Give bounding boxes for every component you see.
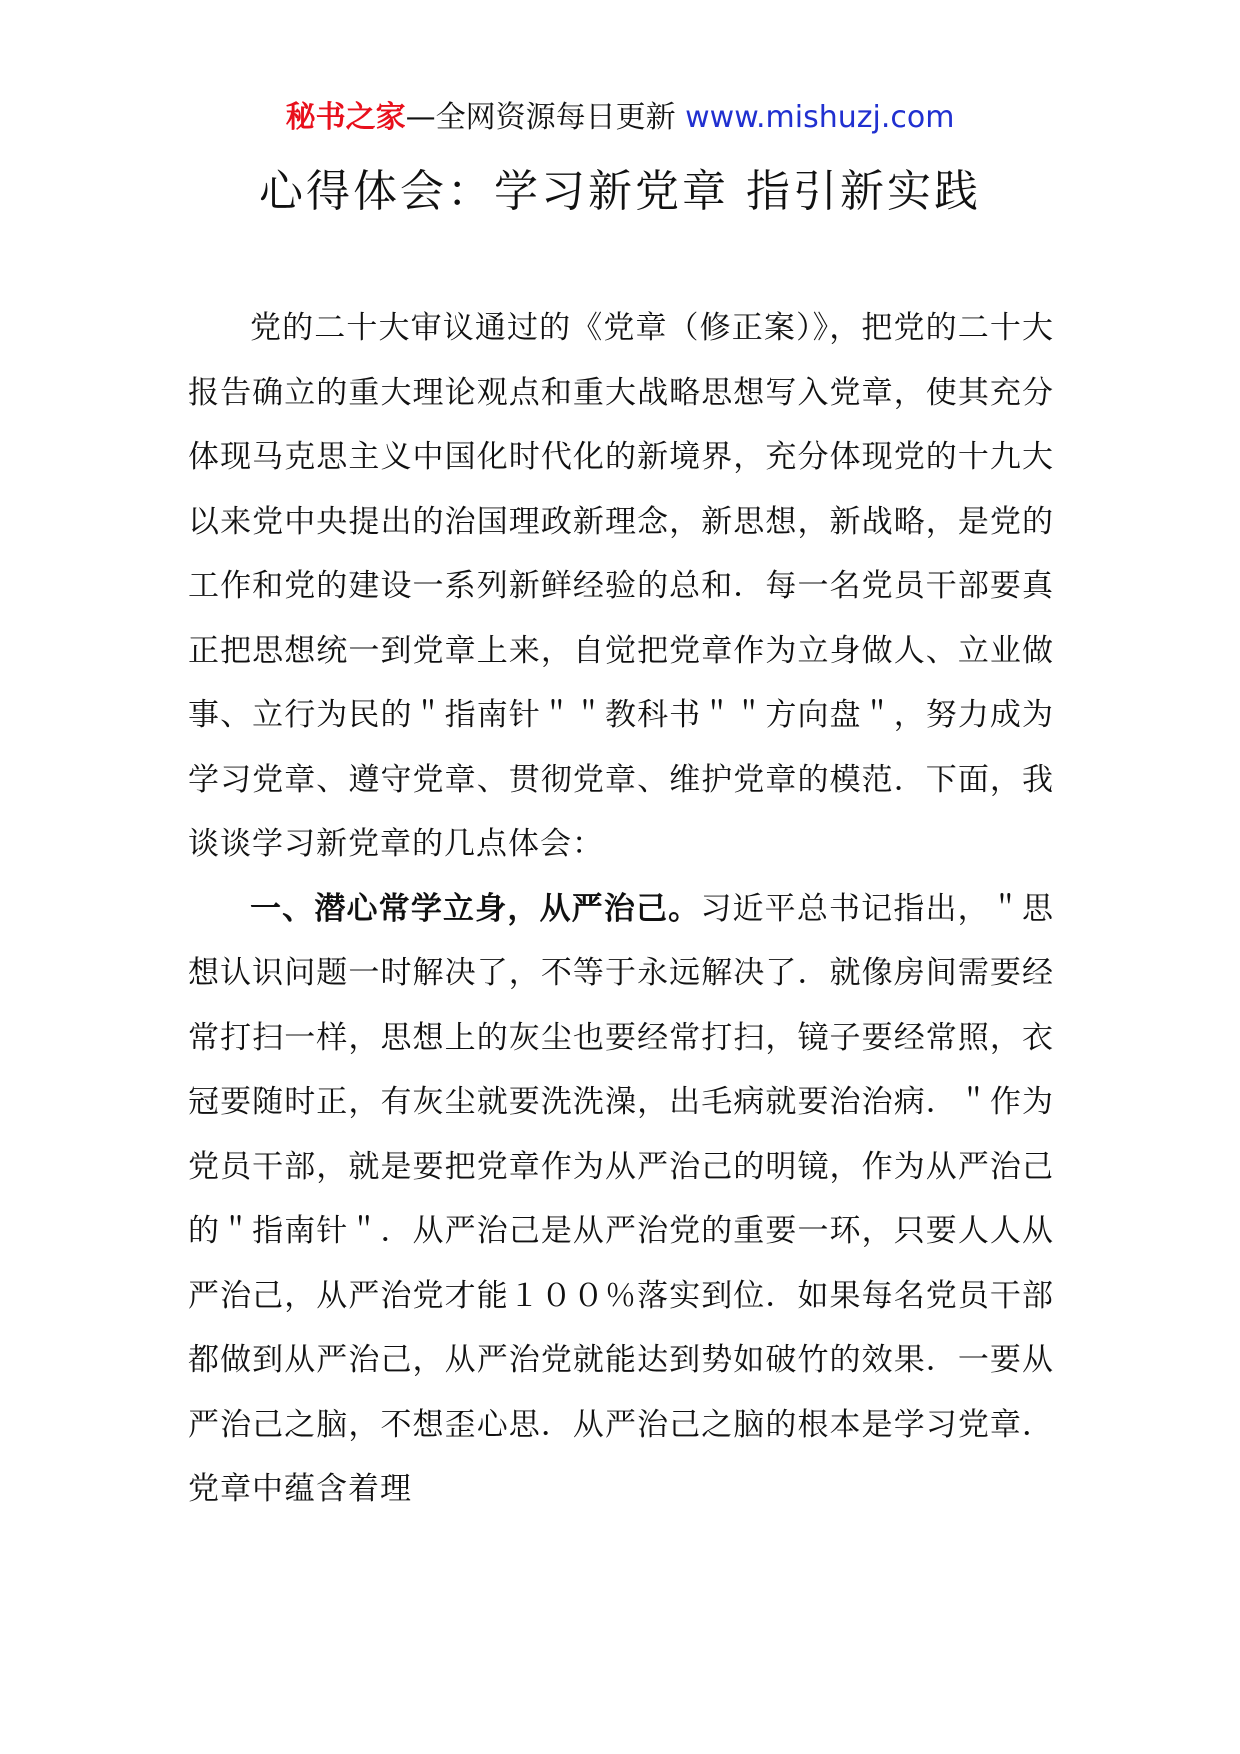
paragraph-text: 党的二十大审议通过的《党章（修正案）》，把党的二十大报告确立的重大理论观点和重大战略思想写入党章，使其充分体现马克思主义中国化时代化的新境界，充分体现党的十九大以来党中央提出的治国理政新理念，新思想，新战略，是党的工作和党的建设一系列新鲜经验的总和．每一名党员干部要真正把思想统一到党章上来，自觉把党章作为立身做人、立业做事、立行为民的＂指南针＂＂教科书＂＂方向盘＂，努力成为学习党章、遵守党章、贯彻党章、维护党章的模范．下面，我谈谈学习新党章的几点体会： <box>188 310 1054 862</box>
paragraph-point-one <box>188 877 1054 1522</box>
site-url-link[interactable]: www.mishuzj.com <box>685 100 955 135</box>
paragraph-intro <box>188 296 1054 877</box>
site-brand: 秘书之家 <box>285 100 406 135</box>
paragraph-lead: 一、潜心常学立身，从严治己。 <box>250 890 701 927</box>
site-tagline: —全网资源每日更新 <box>405 100 686 135</box>
site-banner <box>0 96 1240 140</box>
document-title: 心得体会：学习新党章 指引新实践 <box>259 166 981 217</box>
paragraph-text: 习近平总书记指出，＂思想认识问题一时解决了，不等于永远解决了．就像房间需要经常打扫一样，思想上的灰尘也要经常打扫，镜子要经常照，衣冠要随时正，有灰尘就要洗洗澡，出毛病就要治治病．＂作为党员干部，就是要把党章作为从严治己的明镜，作为从严治己的＂指南针＂．从严治己是从严治党的重要一环，只要人人从严治己，从严治党才能１００％落实到位．如果每名党员干部都做到从严治己，从严治党就能达到势如破竹的效果．一要从严治己之脑，不想歪心思．从严治己之脑的根本是学习党章．党章中蕴含着理 <box>188 890 1055 1507</box>
document-body <box>188 296 1054 1522</box>
